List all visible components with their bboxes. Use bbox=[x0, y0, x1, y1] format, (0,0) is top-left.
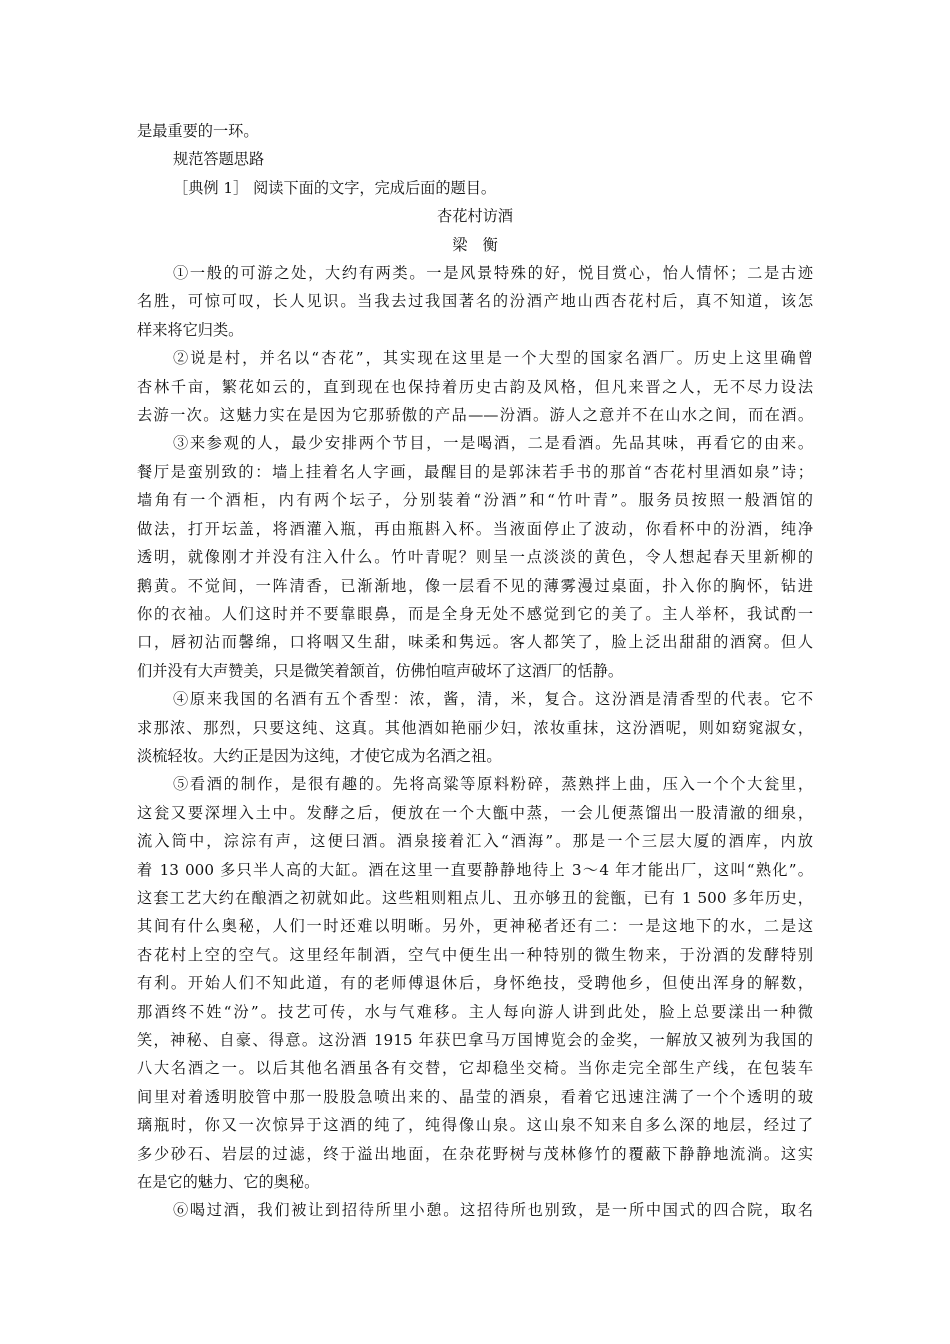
paragraph-line: 这套工艺大约在酿酒之初就如此。这些粗则粗点儿、丑亦够丑的瓮甑，已有 1 500 多年历史， bbox=[137, 888, 813, 907]
paragraph-line: 有利。开始人们不知此道，有的老师傅退休后，身怀绝技，受聘他乡，但使出浑身的解数， bbox=[137, 974, 813, 993]
paragraph-line: 在是它的魅力、它的奥秘。 bbox=[137, 1173, 320, 1192]
paragraph-line: 样来将它归类。 bbox=[137, 320, 244, 339]
paragraph-line: 间里对着透明胶管中那一股股急喷出来的、晶莹的酒泉，看着它迅速注满了一个个透明的玻 bbox=[137, 1087, 813, 1106]
paragraph bbox=[137, 429, 813, 685]
paragraph-line: 笑，神秘、自豪、得意。这汾酒 1915 年获巴拿马万国博览会的金奖，一解放又被列为我国的 bbox=[137, 1031, 813, 1049]
paragraph-line: 名胜，可惊可叹，长人见识。当我去过我国著名的汾酒产地山西杏花村后，真不知道，该怎 bbox=[137, 292, 813, 311]
paragraph-line: ①一般的可游之处，大约有两类。一是风景特殊的好，悦目赏心，怡人情怀；二是古迹 bbox=[173, 264, 813, 283]
article-author: 梁 衡 bbox=[452, 235, 498, 254]
paragraph-line: 餐厅是蛮别致的：墙上挂着名人字画，最醒目的是郭沫若手书的那首“杏花村里酒如泉”诗； bbox=[137, 462, 813, 481]
paragraph-line: 其间有什么奥秘，人们一时还难以明晰。另外，更神秘者还有二：一是这地下的水，二是这 bbox=[137, 917, 813, 936]
paragraph-line: 们并没有大声赞美，只是微笑着颔首，仿佛怕喧声破坏了这酒厂的恬静。 bbox=[137, 661, 623, 680]
paragraph-line: 八大名酒之一。以后其他名酒虽各有交替，它却稳坐交椅。当你走完全部生产线，在包装车 bbox=[137, 1059, 813, 1078]
paragraph-line: 璃瓶时，你又一次惊异于这酒的纯了，纯得像山泉。这山泉不知来自多么深的地层，经过了 bbox=[137, 1116, 813, 1135]
intro-tail: 是最重要的一环。 bbox=[137, 122, 259, 140]
paragraph-line: 求那浓、那烈，只要这纯、这真。其他酒如艳丽少妇，浓妆重抹，这汾酒呢，则如窈窕淑女， bbox=[137, 718, 813, 737]
paragraph-line: 做法，打开坛盖，将酒灌入瓶，再由瓶斟入杯。当液面停止了波动，你看杯中的汾酒，纯净 bbox=[137, 519, 813, 538]
paragraph-line: 杏林千亩，繁花如云的，直到现在也保持着历史古韵及风格，但凡来晋之人，无不尽力设法 bbox=[137, 377, 813, 396]
paragraph-line: 着 13 000 多只半人高的大缸。酒在这里一直要静静地待上 3～4 年才能出厂，这叫“熟化”。 bbox=[137, 860, 813, 879]
paragraph-line: ②说是村，并名以“杏花”，其实现在这里是一个大型的国家名酒厂。历史上这里确曾 bbox=[173, 349, 813, 368]
example-label: ［典例 1］ 阅读下面的文字，完成后面的题目。 bbox=[173, 178, 497, 197]
paragraph-line: 你的衣袖。人们这时并不要靠眼鼻，而是全身无处不感觉到它的美了。主人举杯，我试酌一 bbox=[137, 604, 813, 623]
paragraph bbox=[137, 770, 813, 1196]
paragraph-line: 墙角有一个酒柜，内有两个坛子，分别装着“汾酒”和“竹叶青”。服务员按照一般酒馆的 bbox=[137, 491, 813, 510]
paragraph bbox=[137, 1196, 813, 1224]
paragraph-line: 去游一次。这魅力实在是因为它那骄傲的产品——汾酒。游人之意并不在山水之间，而在酒。 bbox=[137, 406, 813, 425]
paragraph-line: 口，唇初沾而馨绵，口将咽又生甜，味柔和隽远。客人都笑了，脸上泛出甜甜的酒窝。但人 bbox=[137, 633, 813, 652]
article-title: 杏花村访酒 bbox=[437, 207, 513, 226]
paragraph-line: 透明，就像刚才并没有注入什么。竹叶青呢？则呈一点淡淡的黄色，令人想起春天里新柳的 bbox=[137, 548, 813, 567]
paragraph-line: 多少砂石、岩层的过滤，终于溢出地面，在杂花野树与茂林修竹的覆蔽下静静地流淌。这实 bbox=[137, 1144, 813, 1163]
paragraph bbox=[137, 685, 813, 770]
paragraph bbox=[137, 259, 813, 344]
paragraph-line: 那酒终不姓“汾”。技艺可传，水与气难移。主人每向游人讲到此处，脸上总要漾出一种微 bbox=[137, 1002, 813, 1021]
paragraph-line: 杏花村上空的空气。这里经年制酒，空气中便生出一种特别的微生物来，于汾酒的发酵特别 bbox=[137, 945, 813, 964]
text-block bbox=[137, 117, 813, 1225]
paragraph-line: 鹅黄。不觉间，一阵清香，已渐渐地，像一层看不见的薄雾漫过桌面，扑入你的胸怀，钻进 bbox=[137, 576, 813, 595]
paragraph-line: 淡梳轻妆。大约正是因为这纯，才使它成为名酒之祖。 bbox=[137, 746, 502, 765]
paragraph-line: ⑥喝过酒，我们被让到招待所里小憩。这招待所也别致，是一所中国式的四合院，取名 bbox=[173, 1201, 813, 1220]
paragraph-line: ⑤看酒的制作，是很有趣的。先将高粱等原料粉碎，蒸熟拌上曲，压入一个个大瓮里， bbox=[173, 775, 813, 794]
paragraph-line: ③来参观的人，最少安排两个节目，一是喝酒，二是看酒。先品其味，再看它的由来。 bbox=[173, 434, 813, 453]
section-heading: 规范答题思路 bbox=[173, 150, 265, 169]
paragraph-line: ④原来我国的名酒有五个香型：浓，酱，清，米，复合。这汾酒是清香型的代表。它不 bbox=[173, 690, 813, 709]
paragraph-line: 这瓮又要深埋入土中。发酵之后，便放在一个大甑中蒸，一会儿便蒸馏出一股清澈的细泉， bbox=[137, 803, 813, 822]
paragraph bbox=[137, 344, 813, 429]
paragraph-line: 流入筒中，淙淙有声，这便曰酒。酒泉接着汇入“酒海”。那是一个三层大厦的酒库，内放 bbox=[137, 832, 813, 851]
